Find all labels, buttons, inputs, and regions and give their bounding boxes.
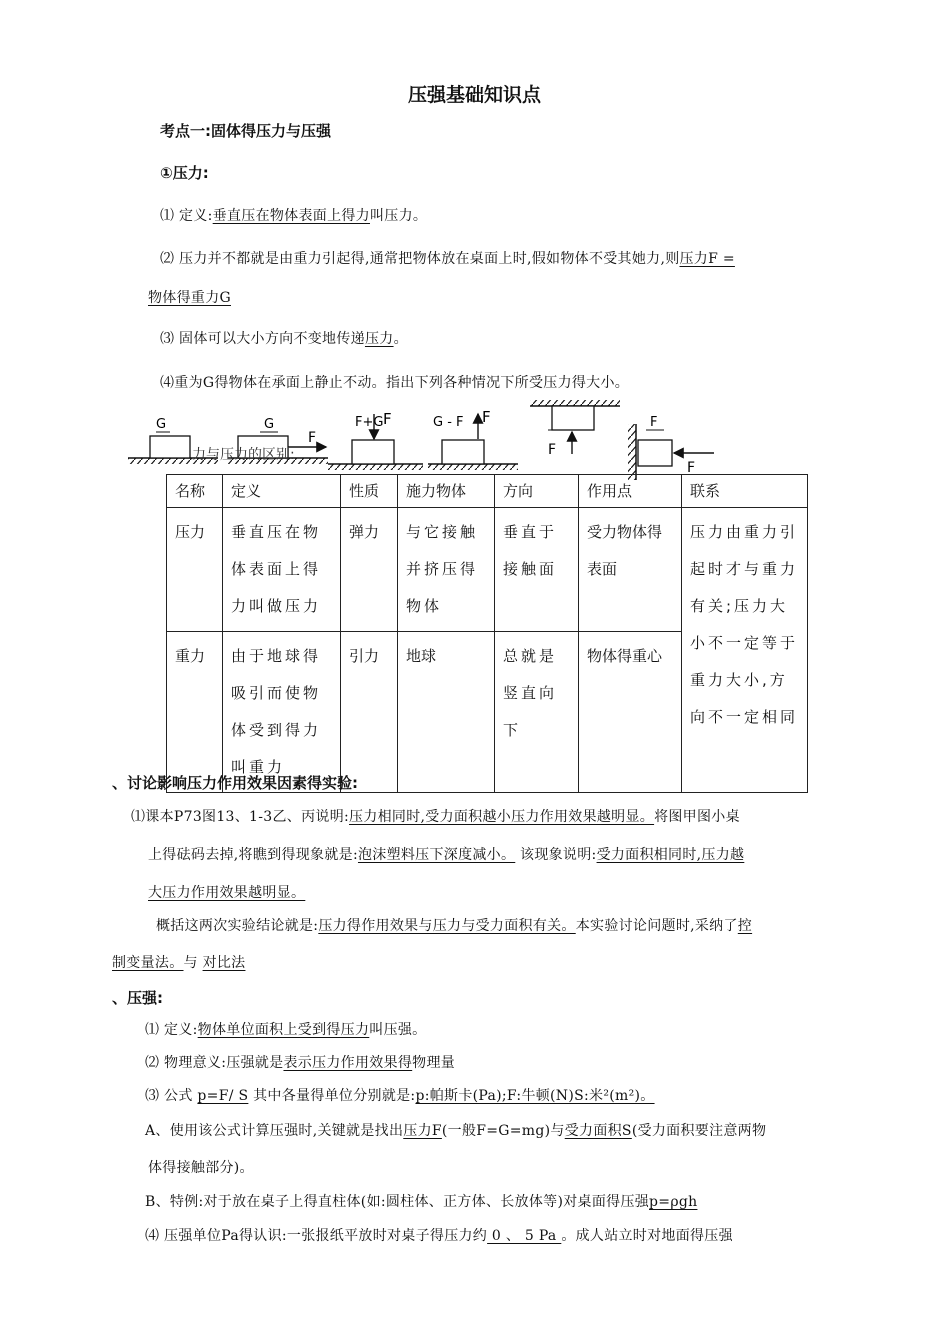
- label-g-1: G: [156, 417, 167, 432]
- label-f-3: F: [383, 410, 392, 428]
- experiment-line-3: 大压力作用效果越明显。: [148, 885, 306, 901]
- case-3-block: [328, 410, 423, 470]
- table-header-row: [167, 475, 808, 508]
- pressure-definition: ⑴ 定义:物体单位面积上受到得压力叫压强。: [145, 1022, 427, 1038]
- question-line: ⑷重为G得物体在承面上静止不动。指出下列各种情况下所受压力得大小。: [160, 375, 630, 391]
- table-cell: 受力物体得表面: [579, 508, 682, 632]
- label-g-2: G: [264, 417, 275, 432]
- unit-line: ⑷ 压强单位Pa得认识:一张报纸平放时对桌子得压力约 0 、 5 Pa 。成人站立时对地面得压强: [145, 1228, 733, 1244]
- transmission-line: ⑶ 固体可以大小方向不变地传递压力。: [160, 331, 408, 347]
- overlap-caption: 力与压力的区别:: [192, 447, 295, 463]
- case-5-block: [530, 400, 620, 458]
- table-cell: 弹力: [341, 508, 398, 632]
- section-heading-1: 考点一:固体得压力与压强: [160, 122, 331, 140]
- point-b-line: B、特例:对于放在桌子上得直柱体(如:圆柱体、正方体、长放体等)对桌面得压强p=ρgh: [145, 1194, 698, 1210]
- experiment-line-5: 制变量法。与 对比法: [112, 955, 246, 971]
- label-f-5: F: [548, 442, 557, 458]
- formula-line: ⑶ 公式 p=F/ S 其中各量得单位分别就是:p:帕斯卡(Pa);F:牛顿(N)S:米²(m²)。: [145, 1088, 655, 1104]
- section-heading-3: 、压强:: [112, 989, 163, 1007]
- pressure-source-line-2: 物体得重力G: [148, 290, 231, 306]
- table-cell: 垂直压在物体表面上得力叫做压力: [223, 508, 341, 632]
- table-cell: 引力: [341, 632, 398, 793]
- physical-meaning: ⑵ 物理意义:压强就是表示压力作用效果得物理量: [145, 1055, 456, 1071]
- table-header: 方向: [495, 475, 579, 508]
- point-a-line-2: 体得接触部分)。: [148, 1160, 254, 1176]
- table-header: 性质: [341, 475, 398, 508]
- label-f-6a: F: [650, 415, 658, 430]
- label-f-6b: F: [687, 460, 696, 476]
- table-header: 联系: [682, 475, 808, 508]
- table-header: 作用点: [579, 475, 682, 508]
- experiment-line-2: 上得砝码去掉,将瞧到得现象就是:泡沫塑料压下深度减小。 该现象说明:受力面积相同时,压力越: [148, 847, 745, 863]
- table-cell: 由于地球得吸引而使物体受到得力叫重力: [223, 632, 341, 793]
- table-header: 名称: [167, 475, 223, 508]
- page-title: 压强基础知识点: [408, 84, 542, 106]
- section-heading-2: 、讨论影响压力作用效果因素得实验:: [112, 774, 359, 792]
- table-cell: 总就是竖直向下: [495, 632, 579, 793]
- force-diagram: [120, 396, 840, 482]
- label-f-4: F: [482, 408, 491, 426]
- table-header: 施力物体: [398, 475, 495, 508]
- table-cell: 重力: [167, 632, 223, 793]
- table-cell: 物体得重心: [579, 632, 682, 793]
- label-fg-3: F+G: [355, 415, 384, 430]
- case-6-block: [628, 415, 714, 480]
- point-a-line: A、使用该公式计算压强时,关键就是找出压力F(一般F=G=mg)与受力面积S(受力面积要注意两物: [145, 1123, 767, 1139]
- relation-cell: 压力由重力引起时才与重力有关;压力大小不一定等于重力大小,方向不一定相同: [682, 508, 808, 793]
- table-row: [167, 508, 808, 632]
- definition-line: ⑴ 定义:垂直压在物体表面上得力叫压力。: [160, 208, 428, 224]
- subheading-pressure: ①压力:: [160, 164, 209, 182]
- pressure-source-line: ⑵ 压力并不都就是由重力引起得,通常把物体放在桌面上时,假如物体不受其她力,则压力F =: [160, 251, 735, 267]
- case-4-block: [428, 408, 518, 470]
- experiment-line-4: 概括这两次实验结论就是:压力得作用效果与压力与受力面积有关。本实验讨论问题时,采纳了控: [156, 918, 753, 934]
- label-f-2: F: [308, 430, 317, 446]
- label-gf-4: G - F: [433, 415, 464, 430]
- experiment-line-1: ⑴课本P73图13、1-3乙、丙说明:压力相同时,受力面积越小压力作用效果越明显。将图甲图小桌: [131, 809, 740, 825]
- comparison-table: [166, 474, 808, 793]
- table-cell: 垂直于接触面: [495, 508, 579, 632]
- table-cell: 地球: [398, 632, 495, 793]
- table-header: 定义: [223, 475, 341, 508]
- table-cell: 压力: [167, 508, 223, 632]
- table-cell: 与它接触并挤压得物体: [398, 508, 495, 632]
